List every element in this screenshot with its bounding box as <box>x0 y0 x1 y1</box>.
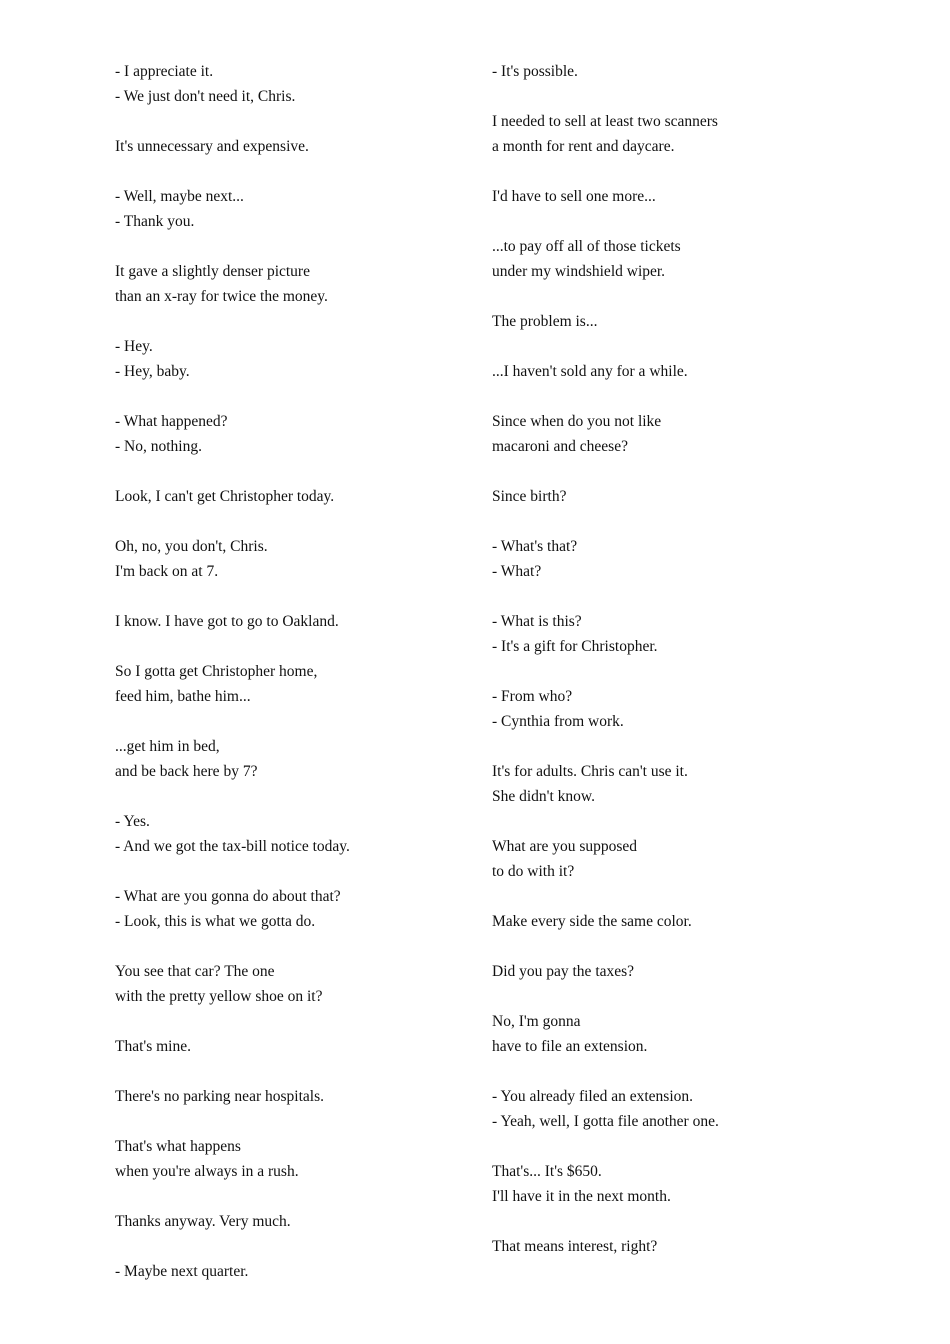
left-column <box>115 59 455 1309</box>
dialogue-line: feed him, bathe him... <box>115 688 251 705</box>
dialogue-line: That's what happens <box>115 1138 241 1155</box>
dialogue-line: have to file an extension. <box>492 1038 648 1055</box>
dialogue-line: under my windshield wiper. <box>492 263 666 280</box>
dialogue-line: It's unnecessary and expensive. <box>115 138 309 155</box>
dialogue-line: - What happened? <box>115 413 228 430</box>
dialogue-line: - Look, this is what we gotta do. <box>115 913 316 930</box>
dialogue-line: Thanks anyway. Very much. <box>115 1213 291 1230</box>
dialogue-block <box>492 834 832 884</box>
dialogue-line: - Hey. <box>115 338 153 355</box>
dialogue-line: to do with it? <box>492 863 575 880</box>
dialogue-line: - Yeah, well, I gotta file another one. <box>492 1113 719 1130</box>
dialogue-block <box>115 1259 455 1284</box>
dialogue-line: It's for adults. Chris can't use it. <box>492 763 688 780</box>
dialogue-block <box>115 809 455 859</box>
dialogue-line: - What is this? <box>492 613 582 630</box>
dialogue-block <box>492 359 832 384</box>
dialogue-block <box>492 109 832 159</box>
dialogue-line: I needed to sell at least two scanners <box>492 113 718 130</box>
dialogue-block <box>492 534 832 584</box>
dialogue-line: That means interest, right? <box>492 1238 658 1255</box>
dialogue-line: No, I'm gonna <box>492 1013 581 1030</box>
dialogue-line: a month for rent and daycare. <box>492 138 675 155</box>
dialogue-block <box>115 409 455 459</box>
dialogue-line: So I gotta get Christopher home, <box>115 663 318 680</box>
dialogue-block <box>115 184 455 234</box>
dialogue-block <box>115 1134 455 1184</box>
dialogue-line: Since when do you not like <box>492 413 662 430</box>
dialogue-line: and be back here by 7? <box>115 763 258 780</box>
dialogue-line: - Maybe next quarter. <box>115 1263 249 1280</box>
right-column <box>492 59 832 1284</box>
dialogue-block <box>492 184 832 209</box>
dialogue-block <box>115 534 455 584</box>
dialogue-block <box>492 234 832 284</box>
dialogue-line: It gave a slightly denser picture <box>115 263 310 280</box>
dialogue-line: ...I haven't sold any for a while. <box>492 363 688 380</box>
dialogue-line: - What's that? <box>492 538 578 555</box>
dialogue-line: ...to pay off all of those tickets <box>492 238 681 255</box>
dialogue-line: - What? <box>492 563 542 580</box>
dialogue-block <box>115 1209 455 1234</box>
dialogue-line: I'd have to sell one more... <box>492 188 656 205</box>
dialogue-line: when you're always in a rush. <box>115 1163 299 1180</box>
dialogue-block <box>492 1009 832 1059</box>
dialogue-block <box>115 484 455 509</box>
dialogue-block <box>492 909 832 934</box>
dialogue-block <box>492 609 832 659</box>
dialogue-block <box>115 734 455 784</box>
dialogue-block <box>115 1084 455 1109</box>
dialogue-line: - Yes. <box>115 813 150 830</box>
dialogue-block <box>492 684 832 734</box>
dialogue-line: The problem is... <box>492 313 598 330</box>
dialogue-block <box>492 309 832 334</box>
dialogue-block <box>492 1234 832 1259</box>
dialogue-block <box>115 259 455 309</box>
dialogue-line: - You already filed an extension. <box>492 1088 694 1105</box>
dialogue-line: Make every side the same color. <box>492 913 692 930</box>
dialogue-line: macaroni and cheese? <box>492 438 628 455</box>
dialogue-line: I'll have it in the next month. <box>492 1188 671 1205</box>
dialogue-line: You see that car? The one <box>115 963 275 980</box>
dialogue-line: What are you supposed <box>492 838 638 855</box>
dialogue-block <box>492 484 832 509</box>
dialogue-line: than an x-ray for twice the money. <box>115 288 328 305</box>
dialogue-line: - Hey, baby. <box>115 363 190 380</box>
dialogue-block <box>115 334 455 384</box>
dialogue-line: - I appreciate it. <box>115 63 214 80</box>
dialogue-line: I know. I have got to go to Oakland. <box>115 613 339 630</box>
dialogue-line: - It's possible. <box>492 63 578 80</box>
dialogue-line: I'm back on at 7. <box>115 563 219 580</box>
dialogue-block <box>115 134 455 159</box>
dialogue-line: - Well, maybe next... <box>115 188 244 205</box>
dialogue-line: - We just don't need it, Chris. <box>115 88 296 105</box>
dialogue-block <box>115 959 455 1009</box>
dialogue-line: - No, nothing. <box>115 438 202 455</box>
dialogue-line: - From who? <box>492 688 573 705</box>
dialogue-line: - Cynthia from work. <box>492 713 624 730</box>
dialogue-line: She didn't know. <box>492 788 595 805</box>
dialogue-block <box>492 1159 832 1209</box>
dialogue-block <box>115 59 455 109</box>
dialogue-block <box>115 659 455 709</box>
dialogue-line: That's mine. <box>115 1038 191 1055</box>
dialogue-block <box>115 884 455 934</box>
dialogue-line: Oh, no, you don't, Chris. <box>115 538 268 555</box>
dialogue-line: Look, I can't get Christopher today. <box>115 488 335 505</box>
dialogue-line: Since birth? <box>492 488 567 505</box>
dialogue-block <box>115 1034 455 1059</box>
dialogue-line: - And we got the tax-bill notice today. <box>115 838 350 855</box>
dialogue-block <box>492 959 832 984</box>
dialogue-line: There's no parking near hospitals. <box>115 1088 324 1105</box>
dialogue-block <box>492 1084 832 1134</box>
dialogue-line: - Thank you. <box>115 213 195 230</box>
dialogue-line: - What are you gonna do about that? <box>115 888 341 905</box>
dialogue-line: ...get him in bed, <box>115 738 220 755</box>
dialogue-block <box>492 759 832 809</box>
dialogue-block <box>492 409 832 459</box>
dialogue-line: That's... It's $650. <box>492 1163 602 1180</box>
dialogue-line: - It's a gift for Christopher. <box>492 638 658 655</box>
dialogue-block <box>115 609 455 634</box>
dialogue-block <box>492 59 832 84</box>
dialogue-line: with the pretty yellow shoe on it? <box>115 988 323 1005</box>
dialogue-line: Did you pay the taxes? <box>492 963 635 980</box>
